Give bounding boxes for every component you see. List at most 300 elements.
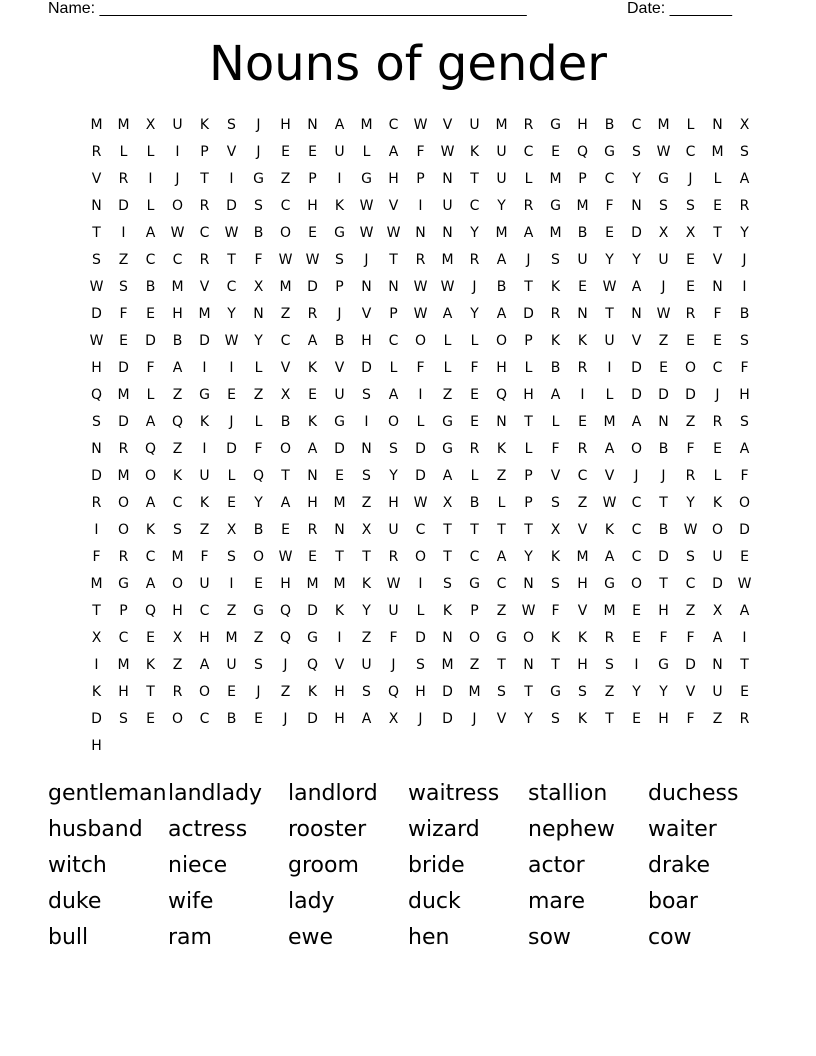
grid-letter: V [334, 657, 345, 673]
grid-letter: N [253, 306, 264, 322]
word-bank-item: drake [648, 853, 710, 878]
grid-letter: F [119, 306, 128, 322]
grid-letter: M [171, 549, 184, 565]
grid-letter: M [306, 576, 319, 592]
grid-letter: S [740, 333, 749, 349]
grid-letter: S [119, 279, 128, 295]
word-bank-item: mare [528, 889, 586, 914]
grid-letter: H [388, 495, 399, 511]
grid-letter: O [144, 468, 157, 484]
grid-letter: M [495, 117, 508, 133]
grid-letter: A [523, 225, 534, 241]
grid-letter: M [198, 306, 211, 322]
grid-letter: S [335, 252, 344, 268]
grid-letter: N [442, 630, 453, 646]
grid-letter: V [631, 333, 642, 349]
grid-letter: H [334, 684, 345, 700]
grid-letter: D [91, 468, 102, 484]
grid-letter: K [199, 495, 210, 511]
grid-letter: D [361, 360, 372, 376]
grid-letter: G [550, 198, 561, 214]
grid-letter: K [307, 684, 318, 700]
grid-letter: E [308, 549, 317, 565]
grid-letter: A [604, 441, 615, 457]
grid-letter: U [334, 144, 345, 160]
grid-letter: M [711, 144, 724, 160]
grid-letter: G [442, 441, 453, 457]
grid-letter: L [146, 144, 155, 160]
grid-letter: A [631, 414, 642, 430]
grid-letter: Q [306, 657, 319, 673]
grid-letter: T [470, 171, 479, 187]
grid-letter: K [172, 468, 183, 484]
grid-letter: G [334, 225, 345, 241]
grid-letter: K [334, 198, 345, 214]
grid-letter: N [307, 117, 318, 133]
grid-letter: B [334, 333, 345, 349]
grid-letter: V [577, 603, 588, 619]
grid-letter: J [472, 279, 477, 295]
grid-letter: B [226, 711, 237, 727]
grid-letter: I [229, 171, 234, 187]
grid-letter: B [658, 522, 669, 538]
grid-letter: I [607, 360, 612, 376]
grid-letter: Z [469, 657, 480, 673]
grid-letter: R [550, 306, 561, 322]
grid-letter: F [200, 549, 209, 565]
grid-letter: V [226, 144, 237, 160]
grid-letter: E [470, 414, 479, 430]
grid-letter: I [202, 360, 207, 376]
grid-letter: Y [470, 306, 479, 322]
grid-letter: U [334, 387, 345, 403]
grid-letter: E [740, 684, 749, 700]
grid-letter: A [496, 549, 507, 565]
grid-letter: K [91, 684, 102, 700]
grid-letter: Y [632, 252, 641, 268]
grid-letter: S [632, 144, 641, 160]
grid-letter: J [715, 387, 720, 403]
word-bank-item: nephew [528, 817, 615, 842]
grid-letter: Z [199, 522, 210, 538]
grid-letter: B [172, 333, 183, 349]
grid-letter: M [603, 603, 616, 619]
grid-letter: D [226, 198, 237, 214]
grid-letter: S [92, 252, 101, 268]
grid-letter: A [442, 306, 453, 322]
grid-letter: R [604, 630, 615, 646]
grid-letter: R [685, 306, 696, 322]
word-bank-item: witch [48, 853, 107, 878]
grid-letter: N [496, 414, 507, 430]
grid-letter: X [388, 711, 399, 727]
grid-letter: T [335, 549, 344, 565]
grid-letter: V [712, 252, 723, 268]
grid-letter: K [307, 414, 318, 430]
grid-letter: M [117, 657, 130, 673]
grid-letter: T [362, 549, 371, 565]
grid-letter: D [442, 711, 453, 727]
grid-letter: V [91, 171, 102, 187]
grid-letter: R [199, 252, 210, 268]
grid-letter: D [631, 360, 642, 376]
grid-letter: Q [171, 414, 184, 430]
grid-letter: M [549, 225, 562, 241]
grid-letter: X [280, 387, 291, 403]
grid-letter: Y [254, 495, 263, 511]
word-bank-item: waitress [408, 781, 500, 806]
grid-letter: Y [686, 495, 695, 511]
grid-letter: L [254, 360, 263, 376]
grid-letter: A [145, 495, 156, 511]
grid-letter: Z [712, 711, 723, 727]
grid-letter: W [413, 279, 428, 295]
grid-letter: D [442, 684, 453, 700]
word-bank [48, 778, 768, 958]
grid-letter: E [119, 333, 128, 349]
grid-letter: C [631, 117, 642, 133]
grid-letter: H [388, 171, 399, 187]
grid-letter: C [469, 549, 480, 565]
grid-letter: D [307, 603, 318, 619]
grid-letter: M [360, 117, 373, 133]
grid-letter: H [280, 117, 291, 133]
grid-letter: S [551, 711, 560, 727]
grid-letter: V [550, 468, 561, 484]
grid-letter: Y [632, 684, 641, 700]
grid-letter: L [713, 171, 722, 187]
grid-letter: U [388, 603, 399, 619]
grid-letter: Z [577, 495, 588, 511]
grid-letter: C [631, 495, 642, 511]
date-line: Date: _______ [627, 0, 732, 17]
grid-letter: R [469, 252, 480, 268]
grid-letter: T [659, 576, 668, 592]
grid-letter: E [281, 144, 290, 160]
grid-letter: I [580, 387, 585, 403]
grid-letter: W [440, 279, 455, 295]
grid-letter: U [388, 522, 399, 538]
grid-letter: K [550, 333, 561, 349]
grid-letter: E [227, 387, 236, 403]
grid-letter: Z [280, 684, 291, 700]
grid-letter: O [117, 522, 130, 538]
grid-letter: R [118, 171, 129, 187]
grid-letter: A [739, 171, 750, 187]
grid-letter: E [578, 414, 587, 430]
grid-letter: Q [144, 441, 157, 457]
grid-letter: X [685, 225, 696, 241]
grid-letter: O [171, 576, 184, 592]
grid-letter: B [280, 414, 291, 430]
grid-letter: O [495, 333, 508, 349]
grid-letter: X [361, 522, 372, 538]
grid-letter: R [577, 441, 588, 457]
grid-letter: F [740, 468, 749, 484]
grid-letter: N [91, 441, 102, 457]
grid-letter: C [712, 360, 723, 376]
grid-letter: X [91, 630, 102, 646]
grid-letter: O [630, 576, 643, 592]
grid-letter: R [577, 360, 588, 376]
grid-letter: M [657, 117, 670, 133]
grid-letter: S [254, 657, 263, 673]
grid-letter: V [577, 522, 588, 538]
grid-letter: C [172, 495, 183, 511]
grid-letter: E [335, 468, 344, 484]
grid-letter: M [441, 657, 454, 673]
grid-letter: T [605, 711, 614, 727]
grid-letter: I [94, 522, 99, 538]
grid-letter: Y [659, 684, 668, 700]
grid-letter: B [253, 225, 264, 241]
grid-letter: W [413, 495, 428, 511]
grid-letter: T [497, 522, 506, 538]
grid-letter: U [496, 144, 507, 160]
grid-letter: E [308, 225, 317, 241]
grid-letter: H [334, 711, 345, 727]
grid-letter: T [659, 495, 668, 511]
grid-letter: A [496, 306, 507, 322]
grid-letter: K [199, 117, 210, 133]
grid-letter: T [605, 306, 614, 322]
grid-letter: K [577, 333, 588, 349]
grid-letter: D [712, 576, 723, 592]
grid-letter: L [227, 468, 236, 484]
grid-letter: O [630, 441, 643, 457]
grid-letter: P [470, 603, 479, 619]
grid-letter: K [550, 279, 561, 295]
grid-letter: Z [685, 414, 696, 430]
grid-letter: E [632, 630, 641, 646]
grid-letter: U [658, 252, 669, 268]
grid-letter: B [550, 360, 561, 376]
grid-letter: T [443, 549, 452, 565]
grid-letter: M [576, 549, 589, 565]
grid-letter: R [712, 414, 723, 430]
grid-letter: F [605, 198, 614, 214]
grid-letter: Y [389, 468, 398, 484]
grid-letter: O [684, 360, 697, 376]
grid-letter: E [659, 360, 668, 376]
grid-letter: W [413, 306, 428, 322]
grid-letter: C [172, 252, 183, 268]
grid-letter: W [278, 252, 293, 268]
grid-letter: T [227, 252, 236, 268]
grid-letter: F [740, 360, 749, 376]
grid-letter: A [172, 360, 183, 376]
grid-letter: L [524, 171, 533, 187]
grid-letter: O [171, 711, 184, 727]
grid-letter: S [389, 441, 398, 457]
letter-grid [83, 112, 758, 760]
grid-letter: A [307, 441, 318, 457]
grid-letter: X [550, 522, 561, 538]
grid-letter: D [658, 549, 669, 565]
grid-letter: A [307, 333, 318, 349]
grid-letter: L [119, 144, 128, 160]
grid-letter: D [199, 333, 210, 349]
grid-letter: W [521, 603, 536, 619]
grid-letter: I [148, 171, 153, 187]
grid-letter: D [523, 306, 534, 322]
grid-letter: K [145, 522, 156, 538]
word-bank-item: ewe [288, 925, 334, 950]
grid-letter: W [656, 144, 671, 160]
grid-letter: A [496, 252, 507, 268]
grid-letter: R [685, 468, 696, 484]
grid-letter: N [361, 441, 372, 457]
grid-letter: W [305, 252, 320, 268]
grid-letter: O [414, 549, 427, 565]
grid-letter: W [683, 522, 698, 538]
grid-letter: I [418, 576, 423, 592]
grid-letter: I [418, 198, 423, 214]
grid-letter: F [713, 306, 722, 322]
grid-letter: A [388, 144, 399, 160]
grid-letter: I [202, 441, 207, 457]
grid-letter: H [199, 630, 210, 646]
grid-letter: E [632, 603, 641, 619]
grid-letter: G [550, 117, 561, 133]
grid-letter: A [550, 387, 561, 403]
grid-letter: R [415, 252, 426, 268]
grid-letter: T [200, 171, 209, 187]
grid-letter: Y [524, 549, 533, 565]
grid-letter: S [578, 684, 587, 700]
grid-letter: C [145, 252, 156, 268]
grid-letter: C [118, 630, 129, 646]
grid-letter: O [279, 441, 292, 457]
grid-letter: K [145, 657, 156, 673]
grid-letter: T [92, 603, 101, 619]
word-bank-item: bride [408, 853, 465, 878]
grid-letter: Z [604, 684, 615, 700]
grid-letter: H [91, 738, 102, 754]
grid-letter: L [524, 360, 533, 376]
grid-letter: H [361, 333, 372, 349]
grid-letter: L [443, 360, 452, 376]
grid-letter: F [659, 630, 668, 646]
grid-letter: L [254, 414, 263, 430]
grid-letter: E [146, 306, 155, 322]
name-line: Name: ________________________________________________ [48, 0, 527, 17]
grid-letter: Q [495, 387, 508, 403]
grid-letter: U [361, 657, 372, 673]
grid-letter: N [442, 171, 453, 187]
grid-letter: W [602, 495, 617, 511]
grid-letter: P [200, 144, 209, 160]
grid-letter: C [145, 549, 156, 565]
word-bank-item: duchess [648, 781, 739, 806]
grid-letter: D [631, 225, 642, 241]
grid-letter: A [631, 279, 642, 295]
grid-letter: P [578, 171, 587, 187]
grid-letter: Z [685, 603, 696, 619]
grid-letter: D [685, 657, 696, 673]
grid-letter: O [522, 630, 535, 646]
grid-letter: M [117, 387, 130, 403]
grid-letter: E [254, 711, 263, 727]
grid-letter: L [470, 468, 479, 484]
grid-letter: R [523, 117, 534, 133]
grid-letter: G [361, 171, 372, 187]
grid-letter: C [523, 144, 534, 160]
grid-letter: K [577, 630, 588, 646]
grid-letter: J [337, 306, 342, 322]
grid-letter: O [387, 414, 400, 430]
grid-letter: W [359, 225, 374, 241]
grid-letter: P [308, 171, 317, 187]
grid-letter: H [496, 360, 507, 376]
grid-letter: L [362, 144, 371, 160]
grid-letter: H [307, 495, 318, 511]
grid-letter: X [172, 630, 183, 646]
grid-letter: L [524, 441, 533, 457]
grid-letter: J [256, 684, 261, 700]
grid-letter: J [256, 117, 261, 133]
grid-letter: S [443, 576, 452, 592]
grid-letter: Y [362, 603, 371, 619]
grid-letter: N [442, 225, 453, 241]
grid-letter: C [631, 522, 642, 538]
grid-letter: B [739, 306, 750, 322]
grid-letter: N [631, 198, 642, 214]
word-bank-item: husband [48, 817, 143, 842]
grid-letter: E [686, 279, 695, 295]
grid-letter: J [526, 252, 531, 268]
grid-letter: D [307, 711, 318, 727]
grid-letter: C [496, 576, 507, 592]
grid-letter: F [686, 711, 695, 727]
grid-letter: R [118, 441, 129, 457]
grid-letter: U [469, 117, 480, 133]
grid-letter: T [524, 684, 533, 700]
grid-letter: D [91, 306, 102, 322]
word-bank-item: wizard [408, 817, 480, 842]
grid-letter: V [604, 468, 615, 484]
grid-letter: N [631, 306, 642, 322]
grid-letter: A [145, 414, 156, 430]
grid-letter: F [254, 441, 263, 457]
grid-letter: I [175, 144, 180, 160]
grid-letter: M [333, 576, 346, 592]
grid-letter: N [523, 657, 534, 673]
grid-letter: J [661, 279, 666, 295]
grid-letter: J [418, 711, 423, 727]
grid-letter: S [605, 657, 614, 673]
grid-letter: F [146, 360, 155, 376]
grid-letter: L [416, 603, 425, 619]
grid-letter: A [280, 495, 291, 511]
grid-letter: E [605, 225, 614, 241]
grid-letter: J [364, 252, 369, 268]
grid-letter: G [604, 144, 615, 160]
grid-letter: A [145, 225, 156, 241]
grid-letter: I [634, 657, 639, 673]
grid-letter: K [496, 441, 507, 457]
grid-letter: H [415, 684, 426, 700]
grid-letter: K [712, 495, 723, 511]
grid-letter: R [172, 684, 183, 700]
grid-letter: D [118, 198, 129, 214]
grid-letter: G [253, 603, 264, 619]
grid-letter: O [279, 225, 292, 241]
grid-letter: E [632, 711, 641, 727]
grid-letter: P [335, 279, 344, 295]
grid-letter: S [551, 495, 560, 511]
grid-letter: Q [144, 603, 157, 619]
